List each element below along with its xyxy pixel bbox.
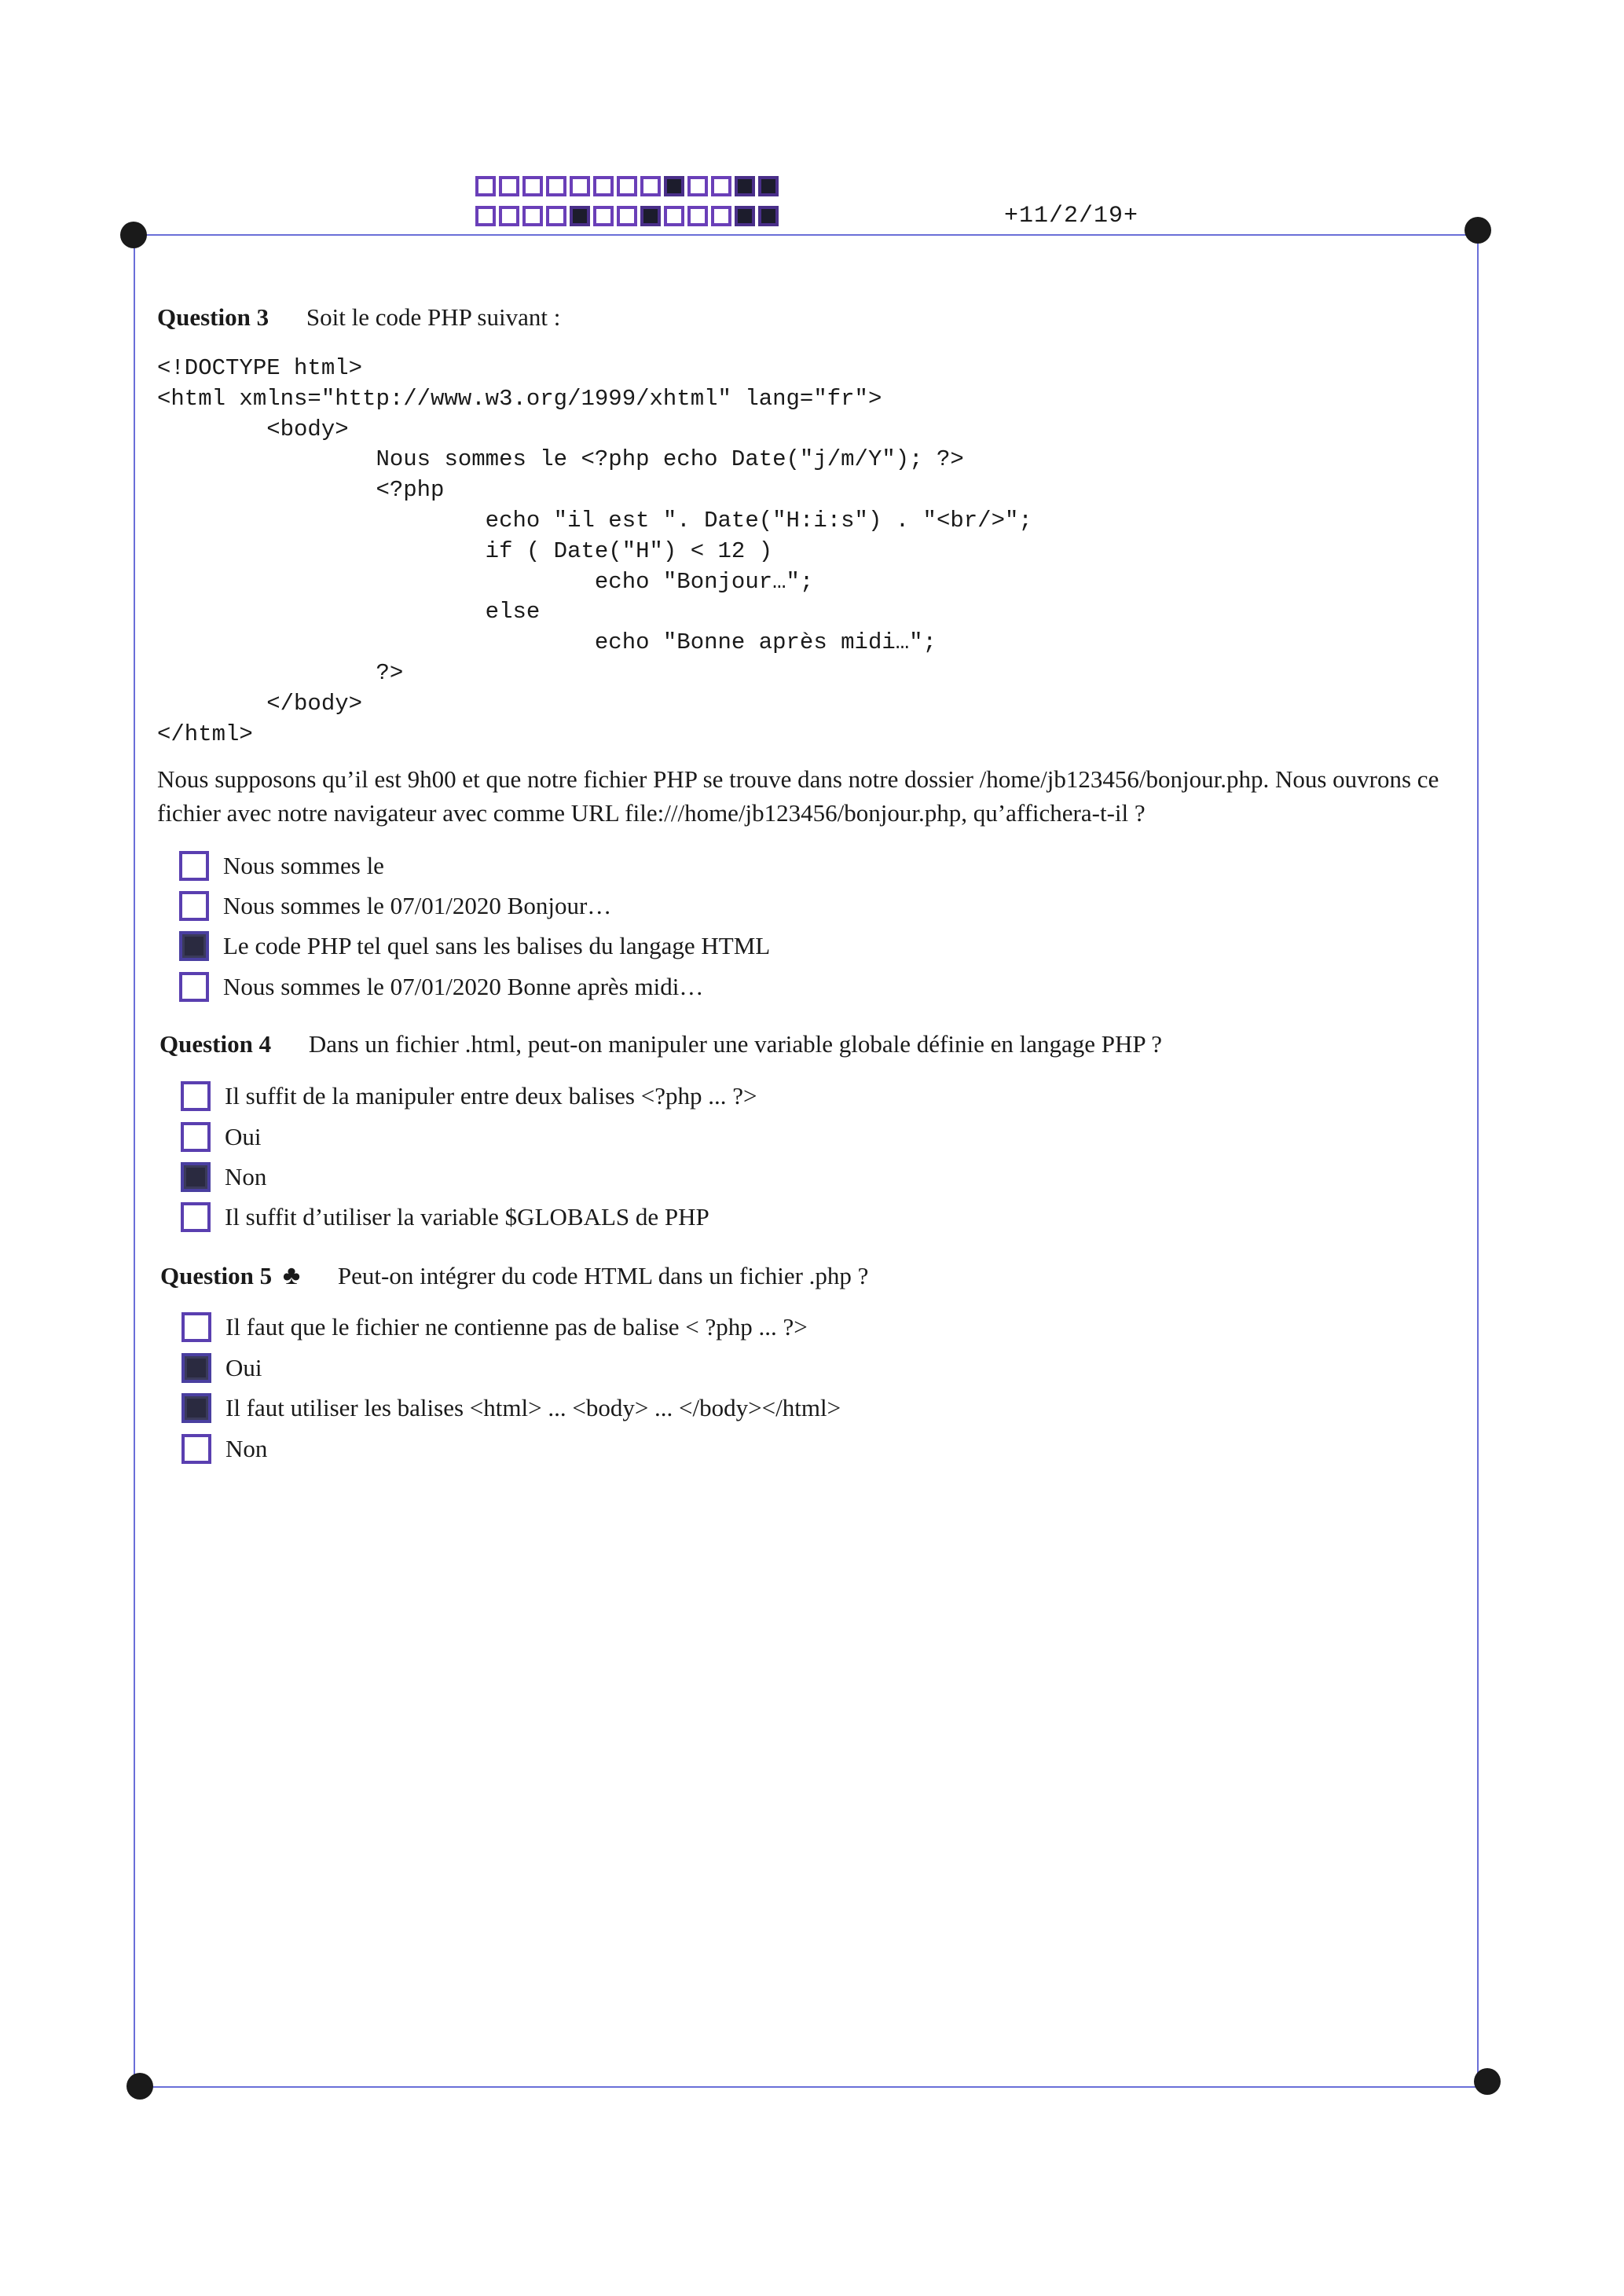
id-code-box (546, 176, 566, 196)
id-code-box (664, 206, 684, 226)
q3-option-4[interactable] (179, 972, 703, 1002)
id-code-box (593, 206, 614, 226)
question-3-header (157, 303, 560, 332)
q5-option-4[interactable] (181, 1434, 267, 1464)
q4-option-2[interactable] (181, 1122, 262, 1152)
question-text: Soit le code PHP suivant : (306, 303, 561, 331)
answer-checkbox[interactable] (179, 972, 209, 1002)
id-code-box (711, 176, 731, 196)
question-text: Peut-on intégrer du code HTML dans un fichier .php ? (337, 1262, 869, 1289)
id-code-box (522, 176, 543, 196)
id-code-box (546, 206, 566, 226)
q5-option-1[interactable] (181, 1312, 808, 1342)
answer-checkbox[interactable] (181, 1081, 211, 1111)
question-number: Question 4 (159, 1030, 272, 1058)
q3-option-1[interactable] (179, 851, 384, 881)
id-code-box (735, 176, 755, 196)
q3-option-3[interactable] (179, 931, 770, 961)
option-label: Oui (225, 1123, 262, 1150)
q4-option-3[interactable] (181, 1162, 266, 1192)
answer-checkbox[interactable] (179, 891, 209, 921)
id-code-box (687, 206, 708, 226)
frame-right-line (1477, 231, 1479, 2087)
question-5-header (160, 1261, 868, 1291)
option-label: Nous sommes le (223, 852, 384, 879)
option-label: Non (225, 1163, 267, 1190)
answer-checkbox[interactable] (179, 851, 209, 881)
id-code-box (758, 206, 779, 226)
id-code-box (735, 206, 755, 226)
answer-checkbox[interactable] (181, 1162, 211, 1192)
q4-option-4[interactable] (181, 1202, 709, 1232)
answer-checkbox[interactable] (181, 1312, 211, 1342)
corner-marker-top-right (1465, 217, 1491, 244)
id-code-box (570, 176, 590, 196)
id-code-box (570, 206, 590, 226)
q3-option-2[interactable] (179, 891, 611, 921)
option-label: Non (225, 1435, 268, 1462)
option-label: Il faut utiliser les balises <html> ... <body> ... </body></html> (225, 1394, 841, 1421)
option-label: Le code PHP tel quel sans les balises du langage HTML (223, 932, 771, 959)
id-code-box (687, 176, 708, 196)
question-text: Dans un fichier .html, peut-on manipuler une variable globale définie en langage PHP ? (308, 1030, 1162, 1058)
q5-option-3[interactable] (181, 1393, 841, 1423)
option-label: Oui (225, 1354, 262, 1381)
club-symbol-icon: ♣ (282, 1261, 301, 1290)
frame-left-line (134, 234, 135, 2089)
id-code-box (617, 206, 637, 226)
corner-marker-bottom-left (126, 2073, 153, 2100)
question-number: Question 3 (157, 303, 269, 331)
id-code-box (640, 176, 661, 196)
question-number: Question 5 ♣ (160, 1261, 301, 1290)
option-label: Nous sommes le 07/01/2020 Bonne après midi… (223, 973, 704, 1000)
id-code-box (475, 176, 496, 196)
question-3-paragraph: Nous supposons qu’il est 9h00 et que notre fichier PHP se trouve dans notre dossier /home/jb123456/bonjour.php. Nous ouvrons ce fichier avec notre navigateur avec comme URL file:///home/jb123456/bonjour.php, qu’affichera-t-il ? (157, 765, 1439, 827)
id-code-box (640, 206, 661, 226)
q5-option-2[interactable] (181, 1353, 262, 1383)
id-code-box (522, 206, 543, 226)
id-code-box (711, 206, 731, 226)
option-label: Nous sommes le 07/01/2020 Bonjour… (223, 892, 612, 919)
corner-marker-bottom-right (1474, 2068, 1501, 2095)
id-code-row-top (475, 176, 779, 196)
answer-checkbox[interactable] (181, 1393, 211, 1423)
question-4-header (159, 1030, 1162, 1058)
corner-marker-top-left (120, 222, 147, 248)
option-label: Il suffit d’utiliser la variable $GLOBALS de PHP (225, 1203, 709, 1231)
answer-checkbox[interactable] (181, 1202, 211, 1232)
id-code-box (499, 176, 519, 196)
option-label: Il faut que le fichier ne contienne pas de balise < ?php ... ?> (225, 1313, 808, 1341)
id-code-box (664, 176, 684, 196)
answer-checkbox[interactable] (181, 1122, 211, 1152)
q4-option-1[interactable] (181, 1081, 757, 1111)
frame-bottom-line (140, 2086, 1488, 2088)
id-code-box (617, 176, 637, 196)
answer-checkbox[interactable] (181, 1434, 211, 1464)
id-code-box (758, 176, 779, 196)
answer-checkbox[interactable] (179, 931, 209, 961)
id-code-box (593, 176, 614, 196)
id-code-row-bottom (475, 206, 779, 226)
answer-checkbox[interactable] (181, 1353, 211, 1383)
page-id-code: +11/2/19+ (1004, 203, 1139, 229)
id-code-box (499, 206, 519, 226)
php-code-block: <!DOCTYPE html> <html xmlns="http://www.w3.org/1999/xhtml" lang="fr"> <body> Nous sommes le <?php echo Date("j/m/Y"); ?> <?php echo "il est ". Date("H:i:s") . "<br/>"; if ( Date("H") < 12 ) echo "Bonjour…"; else echo "Bonne après midi…"; ?> </body> </html> (157, 355, 1032, 747)
option-label: Il suffit de la manipuler entre deux balises <?php ... ?> (225, 1082, 757, 1109)
id-code-box (475, 206, 496, 226)
frame-top-line (134, 234, 1477, 236)
